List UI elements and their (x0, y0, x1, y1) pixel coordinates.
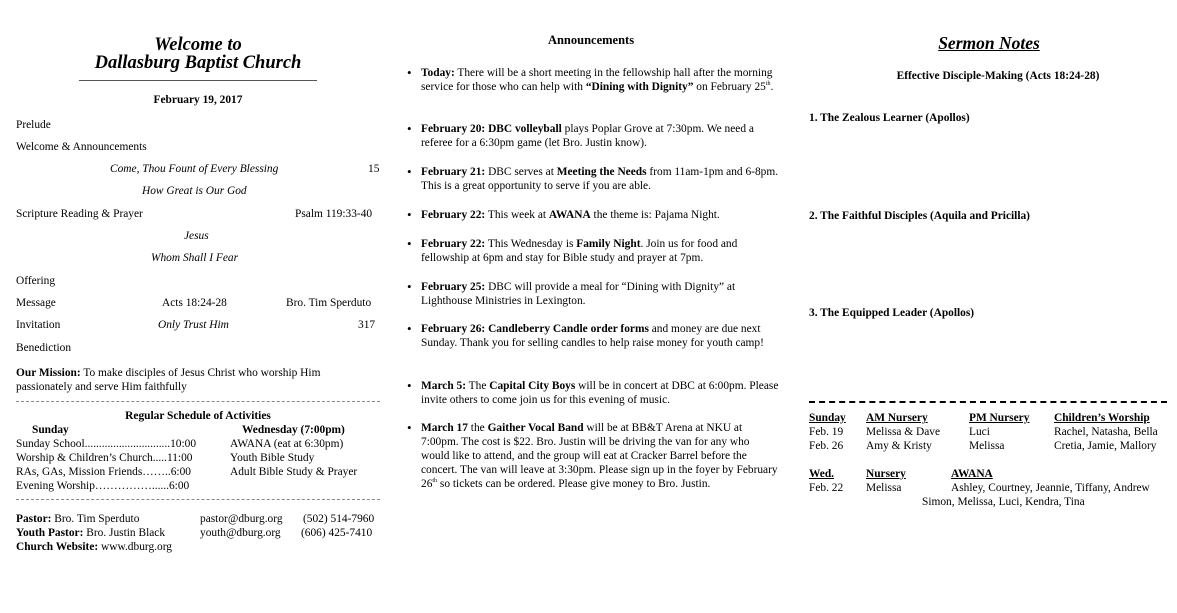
youth-pastor-line (16, 526, 165, 540)
announcement-text: DBC serves at Meeting the Needs from 11am-1pm and 6-8pm. This is a great opportunity to serve if you are able. (421, 166, 779, 192)
invitation-song: Only Trust Him (158, 319, 229, 331)
announcement-text: The Capital City Boys will be in concert at DBC at 6:00pm. Please invite others to come join us for this evening of music. (421, 380, 779, 406)
nursery-cell: Cretia, Jamie, Mallory (1054, 440, 1157, 452)
announcement-text: DBC will provide a meal for “Dining with Dignity” at Lighthouse Ministries in Lexington. (421, 281, 736, 307)
bulletin-date: February 19, 2017 (153, 94, 243, 106)
sermon-point: 2. The Faithful Disciples (Aquila and Pricilla) (809, 210, 1030, 222)
wed-header-date: Wed. (809, 468, 834, 480)
wed-header-nursery: Nursery (866, 468, 906, 480)
mission-statement (16, 366, 320, 380)
song-3: Jesus (184, 230, 209, 242)
pastor-email[interactable]: pastor@dburg.org (200, 513, 283, 525)
nursery-header-pm: PM Nursery (969, 412, 1030, 424)
mission-divider (16, 401, 380, 402)
wednesday-item: Adult Bible Study & Prayer (230, 466, 358, 478)
youth-pastor-name: Bro. Justin Black (83, 527, 166, 539)
nursery-cell: Melissa & Dave (866, 426, 941, 438)
schedule-wednesday-header: Wednesday (7:00pm) (242, 424, 345, 436)
announcement-date: February 21: (421, 166, 486, 178)
nursery-divider (809, 401, 1167, 403)
website-label: Church Website: (16, 541, 99, 553)
announcement-item (421, 165, 779, 193)
website-url[interactable]: www.dburg.org (98, 541, 172, 553)
sunday-item: Evening Worship……………......6:00 (16, 480, 190, 492)
wednesday-item: Youth Bible Study (230, 452, 315, 464)
schedule-divider (16, 499, 380, 500)
sunday-item: Sunday School..............................10:00 (16, 438, 197, 450)
prelude: Prelude (16, 119, 51, 131)
nursery-header-childrens-worship: Children’s Worship (1054, 412, 1150, 424)
wed-cell-continued: Simon, Melissa, Luci, Kendra, Tina (922, 496, 1085, 508)
song-2: How Great is Our God (142, 185, 247, 197)
announcement-item (421, 379, 779, 407)
nursery-cell: Melissa (969, 440, 1005, 452)
announcement-item (421, 208, 779, 222)
scripture-label: Scripture Reading & Prayer (16, 208, 143, 220)
hymn-1-title: Come, Thou Fount of Every Blessing (110, 163, 279, 175)
announcement-text: This week at AWANA the theme is: Pajama Night. (485, 209, 720, 221)
announcement-text: the Gaither Vocal Band will be at BB&T Arena at NKU at 7:00pm. The cost is $22. Bro. Justin will be driving the van for any who would like to attend, and the group will eat at Cracker Barrel before the concert. The van will leave at 3:30pm. Please sign up in the foyer by February 26th so tickets can be ordered. Please give money to Bro. Justin. (421, 422, 778, 490)
nursery-cell: Feb. 19 (809, 426, 844, 438)
sunday-item: Worship & Children’s Church.....11:00 (16, 452, 193, 464)
announcement-item (421, 421, 779, 491)
mission-text-2: passionately and serve Him faithfully (16, 381, 187, 393)
sermon-point: 1. The Zealous Learner (Apollos) (809, 112, 970, 124)
announcement-item (421, 237, 779, 265)
wed-header-awana: AWANA (951, 468, 993, 480)
welcome-line-1: Welcome to (154, 35, 242, 55)
offering: Offering (16, 275, 56, 287)
pastor-line (16, 512, 139, 526)
message-speaker: Bro. Tim Sperduto (286, 297, 372, 309)
nursery-cell: Amy & Kristy (866, 440, 932, 452)
invitation-number: 317 (358, 319, 376, 331)
sermon-subtitle: Effective Disciple-Making (Acts 18:24-28) (896, 70, 1100, 82)
announcement-date: February 22: (421, 238, 486, 250)
announcement-text: This Wednesday is Family Night. Join us for food and fellowship at 6pm and stay for Bible study and prayer at 7pm. (421, 238, 738, 264)
wednesday-item: AWANA (eat at 6:30pm) (230, 438, 344, 450)
pastor-phone: (502) 514-7960 (303, 513, 375, 525)
wed-cell: Feb. 22 (809, 482, 844, 494)
message-label: Message (16, 297, 56, 309)
sermon-point: 3. The Equipped Leader (Apollos) (809, 307, 975, 319)
sermon-notes-title: Sermon Notes (938, 33, 1040, 53)
scripture-reference: Psalm 119:33-40 (295, 208, 373, 220)
church-name: Dallasburg Baptist Church (94, 53, 302, 73)
announcement-date: March 5: (421, 380, 467, 392)
announcement-item (421, 322, 779, 350)
youth-pastor-phone: (606) 425-7410 (301, 527, 373, 539)
title-divider (79, 80, 317, 81)
wed-cell: Melissa (866, 482, 902, 494)
announcement-item (421, 280, 779, 308)
announcement-date: March 17 (421, 422, 468, 434)
nursery-cell: Feb. 26 (809, 440, 844, 452)
nursery-header-am: AM Nursery (866, 412, 928, 424)
sunday-item: RAs, GAs, Mission Friends……..6:00 (16, 466, 191, 478)
announcement-date: February 25: (421, 281, 486, 293)
mission-label: Our Mission: (16, 367, 81, 379)
youth-pastor-email[interactable]: youth@dburg.org (200, 527, 281, 539)
announcement-date: February 20: DBC volleyball (421, 123, 562, 135)
website-line (16, 540, 172, 554)
invitation-label: Invitation (16, 319, 61, 331)
message-reference: Acts 18:24-28 (162, 297, 227, 309)
pastor-name: Bro. Tim Sperduto (51, 513, 140, 525)
announcement-date: February 22: (421, 209, 486, 221)
announcement-item (421, 122, 779, 150)
announcement-item (421, 66, 779, 94)
announcements-title: Announcements (547, 33, 635, 47)
nursery-header-sunday: Sunday (809, 412, 846, 424)
wed-cell: Ashley, Courtney, Jeannie, Tiffany, Andrew (951, 482, 1150, 494)
announcement-text: There will be a short meeting in the fellowship hall after the morning service for those who can help with “Dining with Dignity” on February 25th. (421, 67, 774, 93)
schedule-title: Regular Schedule of Activities (125, 410, 271, 422)
announcement-text: and money are due next Sunday. Thank you for selling candles to help raise money for youth camp! (421, 323, 764, 349)
announcement-date: Today: (421, 67, 455, 79)
announcement-text: plays Poplar Grove at 7:30pm. We need a referee for a 6:30pm game (let Bro. Justin know). (421, 123, 754, 149)
pastor-label: Pastor: (16, 513, 52, 525)
youth-pastor-label: Youth Pastor: (16, 527, 84, 539)
hymn-1-number: 15 (368, 163, 380, 175)
benediction: Benediction (16, 342, 72, 354)
schedule-sunday-header: Sunday (32, 424, 69, 436)
nursery-cell: Luci (969, 426, 990, 438)
nursery-cell: Rachel, Natasha, Bella (1054, 426, 1158, 438)
welcome-announcements: Welcome & Announcements (16, 141, 147, 153)
mission-text-1: To make disciples of Jesus Christ who worship Him (80, 367, 321, 379)
announcement-date: February 26: Candleberry Candle order forms (421, 323, 649, 335)
song-4: Whom Shall I Fear (151, 252, 238, 264)
